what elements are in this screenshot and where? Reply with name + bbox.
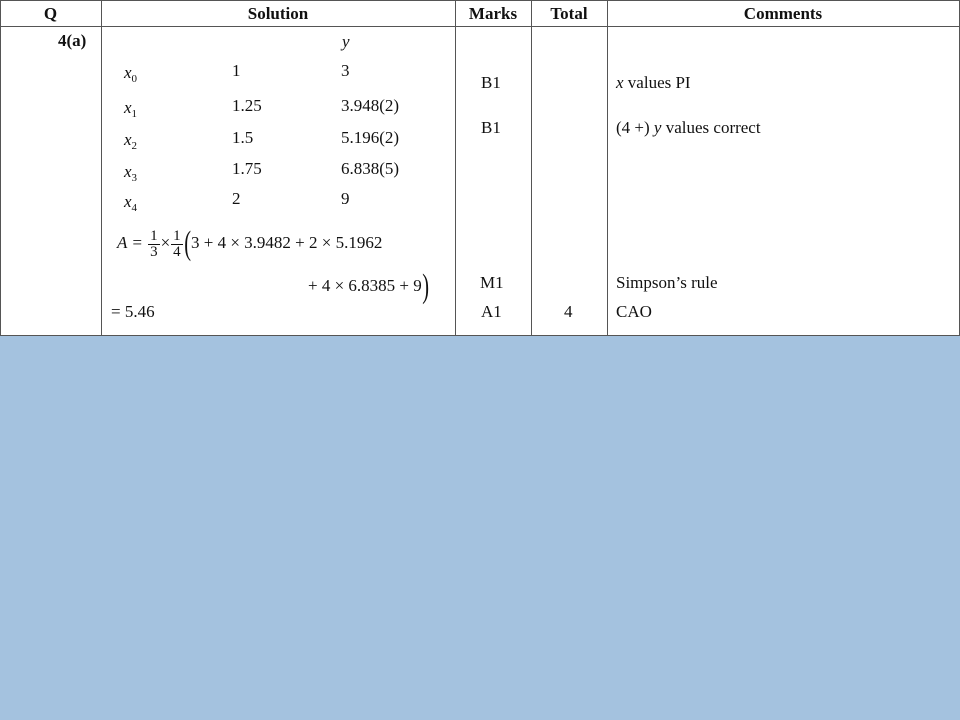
row-x-value: 1.75 [232,159,262,178]
mark-scheme-table [0,0,960,336]
row-var: $x_3$ [124,162,138,184]
table-left-border [0,0,1,336]
fraction-one-quarter: $\frac{1}{4}$ [173,227,181,260]
mark-b1-y: B1 [481,118,501,137]
header-marks: Marks [468,4,518,23]
formula-lhs: A = [117,232,143,252]
formula-terms-line1: 3 + 4 × 3.9482 + 2 × 5.1962 [190,232,383,252]
row-x-value: 1.25 [232,96,262,115]
row-y-value: 9 [341,189,350,208]
question-number: 4(a) [58,31,87,50]
simpson-formula-line2 [308,270,429,304]
row-var: $x_4$ [124,192,138,214]
row-var: $x_1$ [124,98,138,120]
col-divider-q [101,0,102,336]
col-divider-total [607,0,608,336]
row-var: $x_0$ [124,63,138,85]
comment-cao: CAO [616,302,652,321]
header-comments: Comments [743,4,823,23]
y-column-header: y [342,32,350,51]
final-result: = 5.46 [111,302,155,321]
comment-x-values: x values PI [616,73,691,92]
table-bottom-border [0,335,960,336]
comment-simpsons-rule: Simpson’s rule [616,273,718,292]
header-solution: Solution [247,4,309,23]
mark-a1: A1 [481,302,502,321]
total-marks: 4 [564,302,573,321]
table-top-border [0,0,960,1]
row-y-value: 6.838(5) [341,159,400,178]
close-paren: ) [422,268,429,305]
header-total: Total [550,4,588,23]
open-paren: ( [183,225,191,262]
formula-terms-line2: + 4 × 6.8385 + 9 [308,275,422,295]
row-y-value: 5.196(2) [341,128,400,147]
col-divider-marks [531,0,532,336]
header-divider [0,26,960,27]
row-x-value: 2 [232,189,241,208]
row-x-value: 1.5 [232,128,254,147]
row-var: $x_2$ [124,130,138,152]
comment-y-values: (4 +) y values correct [616,118,761,137]
simpson-formula-line1 [117,227,382,261]
col-divider-solution [455,0,456,336]
times-sign: × [160,232,171,252]
mark-b1-x: B1 [481,73,501,92]
mark-m1: M1 [480,273,504,292]
fraction-one-third: $\frac{1}{3}$ [150,227,158,260]
row-y-value: 3 [341,61,350,80]
row-y-value: 3.948(2) [341,96,400,115]
header-q: Q [43,4,58,23]
row-x-value: 1 [232,61,241,80]
